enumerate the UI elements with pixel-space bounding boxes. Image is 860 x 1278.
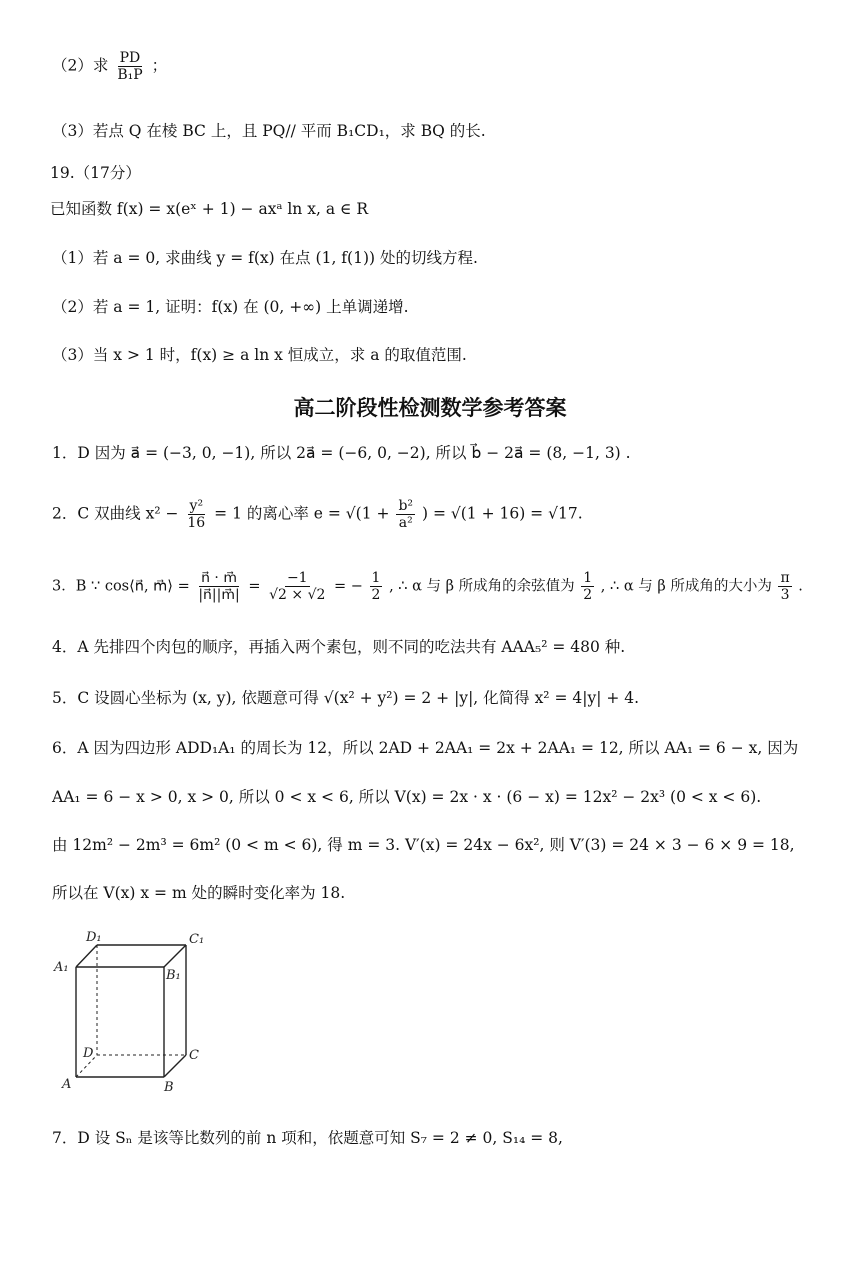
q18-part2 (52, 50, 167, 83)
answer-3-fraction (581, 570, 594, 603)
q18-part2-fraction (115, 50, 144, 83)
fraction-denominator: B₁P (117, 67, 143, 83)
answer-6-line-2: AA₁ = 6 − x > 0, x > 0, 所以 0 < x < 6, 所以 V(x) = 2x · x · (6 − x) = 12x² − 2x³ (0 < x < 6). (52, 788, 762, 806)
vertex-label: C (189, 1048, 199, 1063)
fraction-denominator: 16 (187, 515, 206, 531)
answer-2-part: 2．C 双曲线 x² − (52, 504, 179, 523)
q19-stem: 已知函数 f(x) = x(eˣ + 1) − axᵃ ln x, a ∈ R (50, 200, 369, 218)
answer-2-part: = 1 的离心率 e = √(1 + (214, 504, 390, 523)
fraction-numerator: b² (398, 498, 414, 514)
fraction-numerator: π (780, 570, 790, 586)
answer-3-fraction (778, 570, 791, 603)
answer-3-part: . (798, 578, 803, 595)
q18-part2-suffix: ； (151, 56, 168, 75)
fraction-numerator: 1 (371, 570, 381, 586)
answer-2-fraction (396, 498, 415, 531)
answer-2 (52, 498, 583, 531)
fraction-denominator: 2 (371, 587, 381, 603)
q19-part3: （3）当 x > 1 时，f(x) ≥ a ln x 恒成立，求 a 的取值范围. (52, 346, 467, 364)
answers-title: 高二阶段性检测数学参考答案 (293, 396, 567, 420)
fraction-numerator: y² (189, 498, 204, 514)
fraction-denominator: √2 × √2 (269, 587, 326, 603)
answer-6-line-3: 由 12m² − 2m³ = 6m² (0 < m < 6), 得 m = 3. V′(x) = 24x − 6x², 则 V′(3) = 24 × 3 − 6 × 9 = 18, (52, 836, 795, 854)
fraction-denominator: |n⃗||m⃗| (198, 587, 240, 603)
vertex-label: A₁ (54, 960, 69, 975)
fraction-denominator: 3 (780, 587, 790, 603)
answer-4: 4．A 先排四个肉包的顺序，再插入两个素包，则不同的吃法共有 AAA₅² = 480 种. (52, 638, 626, 656)
fraction-numerator: 1 (583, 570, 593, 586)
answer-1: 1．D 因为 a⃗ = (−3, 0, −1), 所以 2a⃗ = (−6, 0, −2), 所以 b⃗ − 2a⃗ = (8, −1, 3) . (52, 444, 631, 462)
answer-2-fraction (185, 498, 207, 531)
answer-3-fraction (267, 570, 327, 603)
vertex-label: D (83, 1046, 94, 1061)
answer-3 (52, 570, 803, 603)
fraction-numerator: PD (119, 50, 141, 66)
cuboid-figure (50, 925, 250, 1095)
answer-3-fraction (196, 570, 241, 603)
q19-part1: （1）若 a = 0, 求曲线 y = f(x) 在点 (1, f(1)) 处的切线方程. (52, 249, 478, 267)
answer-3-fraction (370, 570, 383, 603)
fraction-numerator: −1 (286, 570, 308, 586)
fraction-denominator: 2 (583, 587, 593, 603)
q19-part2: （2）若 a = 1, 证明：f(x) 在 (0, +∞) 上单调递增. (52, 298, 409, 316)
answer-3-part: = − (334, 578, 363, 595)
answer-3-part: = (248, 578, 261, 595)
answer-3-part: , ∴ α 与 β 所成角的大小为 (600, 578, 772, 595)
q18-part2-prefix: （2）求 (52, 56, 109, 75)
answer-3-part: 3．B ∵ cos⟨n⃗, m⃗⟩ = (52, 578, 190, 595)
fraction-denominator: a² (398, 515, 413, 531)
fraction-numerator: n⃗ · m⃗ (201, 570, 237, 586)
q18-part3: （3）若点 Q 在棱 BC 上，且 PQ// 平而 B₁CD₁，求 BQ 的长. (52, 122, 486, 140)
answer-5: 5．C 设圆心坐标为 (x, y), 依题意可得 √(x² + y²) = 2 + |y|, 化简得 x² = 4|y| + 4. (52, 689, 640, 707)
answer-2-part: ) = √(1 + 16) = √17. (421, 504, 583, 523)
answer-6-line-1: 6．A 因为四边形 ADD₁A₁ 的周长为 12，所以 2AD + 2AA₁ = 2x + 2AA₁ = 12, 所以 AA₁ = 6 − x, 因为 (52, 739, 799, 757)
q19-header: 19.（17分） (50, 164, 141, 182)
vertex-label: B₁ (166, 968, 181, 983)
vertex-label: B (164, 1080, 174, 1095)
vertex-label: D₁ (86, 930, 102, 945)
answer-6-line-4: 所以在 V(x) x = m 处的瞬时变化率为 18. (52, 884, 346, 902)
vertex-label: C₁ (189, 932, 205, 947)
answer-3-part: , ∴ α 与 β 所成角的余弦值为 (389, 578, 575, 595)
answer-7: 7．D 设 Sₙ 是该等比数列的前 n 项和，依题意可知 S₇ = 2 ≠ 0, S₁₄ = 8, (52, 1129, 563, 1147)
vertex-label: A (62, 1077, 72, 1092)
